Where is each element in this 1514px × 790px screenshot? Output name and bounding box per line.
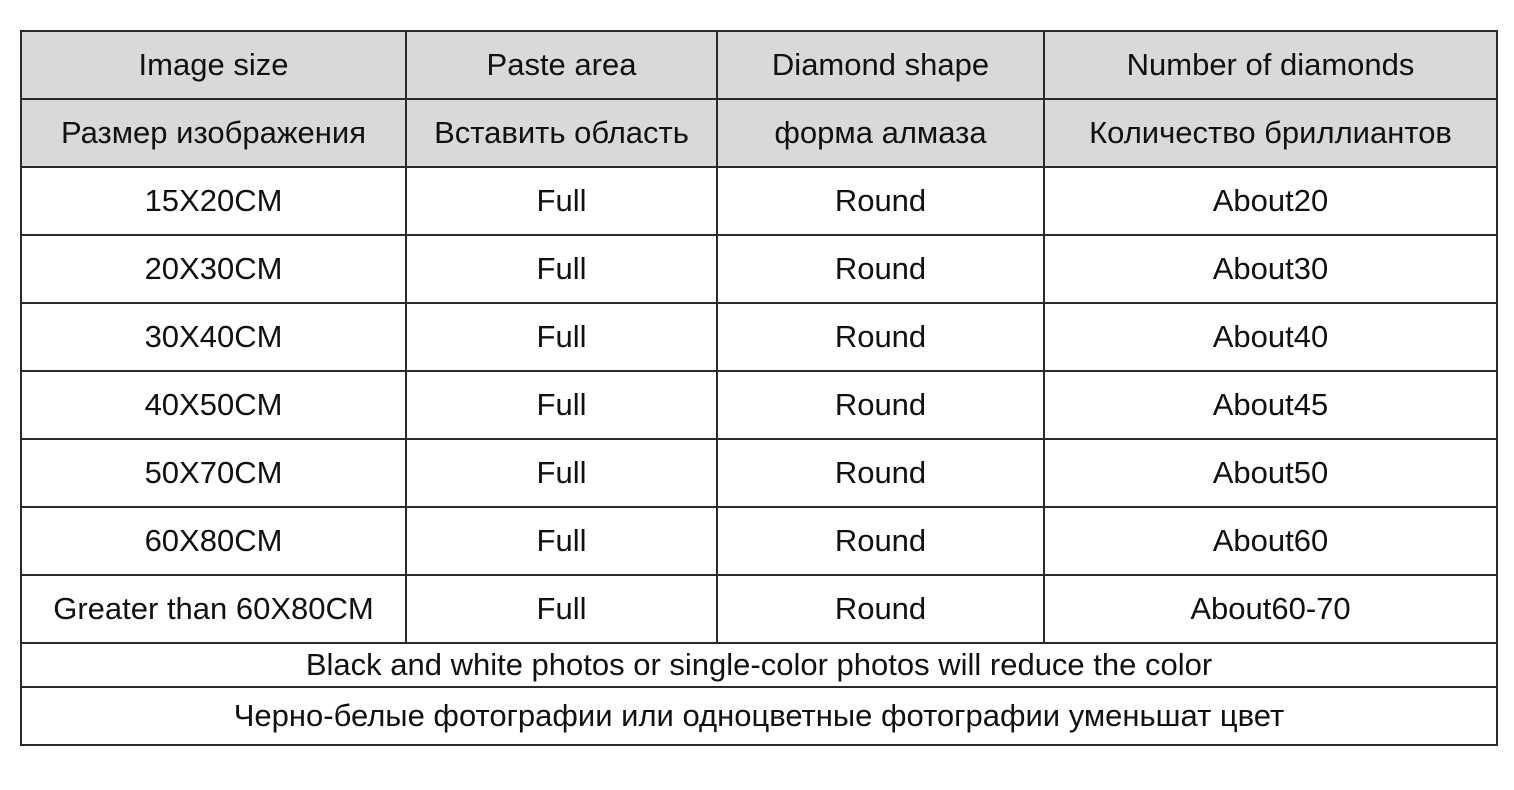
area-cell: Full — [406, 507, 717, 575]
table-row — [21, 167, 1497, 235]
header-row-russian — [21, 99, 1497, 167]
table-row — [21, 235, 1497, 303]
area-cell: Full — [406, 167, 717, 235]
shape-cell: Round — [717, 507, 1044, 575]
header-image-size-ru: Размер изображения — [21, 99, 406, 167]
header-paste-area-ru: Вставить область — [406, 99, 717, 167]
header-paste-area: Paste area — [406, 31, 717, 99]
table-row — [21, 507, 1497, 575]
count-cell: About45 — [1044, 371, 1497, 439]
area-cell: Full — [406, 303, 717, 371]
header-diamond-shape: Diamond shape — [717, 31, 1044, 99]
size-cell: 50X70CM — [21, 439, 406, 507]
shape-cell: Round — [717, 235, 1044, 303]
count-cell: About60 — [1044, 507, 1497, 575]
note-row-russian — [21, 687, 1497, 745]
shape-cell: Round — [717, 439, 1044, 507]
header-number-of-diamonds-ru: Количество бриллиантов — [1044, 99, 1497, 167]
size-cell: 60X80CM — [21, 507, 406, 575]
table-row — [21, 303, 1497, 371]
table-row — [21, 371, 1497, 439]
color-note-russian: Черно-белые фотографии или одноцветные фотографии уменьшат цвет — [21, 687, 1497, 745]
header-row-english — [21, 31, 1497, 99]
area-cell: Full — [406, 575, 717, 643]
shape-cell: Round — [717, 167, 1044, 235]
area-cell: Full — [406, 371, 717, 439]
spec-table — [20, 30, 1498, 746]
area-cell: Full — [406, 235, 717, 303]
count-cell: About40 — [1044, 303, 1497, 371]
size-cell: 30X40CM — [21, 303, 406, 371]
count-cell: About30 — [1044, 235, 1497, 303]
table-row — [21, 439, 1497, 507]
header-number-of-diamonds: Number of diamonds — [1044, 31, 1497, 99]
header-image-size: Image size — [21, 31, 406, 99]
size-cell: 15X20CM — [21, 167, 406, 235]
count-cell: About20 — [1044, 167, 1497, 235]
shape-cell: Round — [717, 371, 1044, 439]
count-cell: About50 — [1044, 439, 1497, 507]
note-row-english — [21, 643, 1497, 687]
header-diamond-shape-ru: форма алмаза — [717, 99, 1044, 167]
count-cell: About60-70 — [1044, 575, 1497, 643]
shape-cell: Round — [717, 303, 1044, 371]
size-cell: 40X50CM — [21, 371, 406, 439]
area-cell: Full — [406, 439, 717, 507]
shape-cell: Round — [717, 575, 1044, 643]
size-cell: 20X30CM — [21, 235, 406, 303]
size-cell: Greater than 60X80CM — [21, 575, 406, 643]
table-row — [21, 575, 1497, 643]
color-note-english: Black and white photos or single-color photos will reduce the color — [21, 643, 1497, 687]
